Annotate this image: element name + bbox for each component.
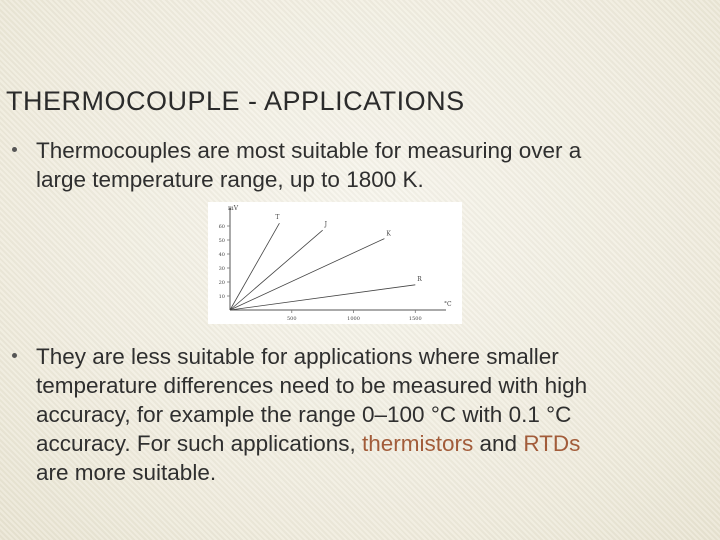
- bullet-2-text-after: are more suitable.: [36, 460, 217, 485]
- bullet-1: [12, 136, 612, 194]
- bullet-2-text-before: They are less suitable for applications where smaller temperature differences need to be measured with high accuracy, for example the range 0–100 °C with 0.1 °C accuracy. For such applications,: [36, 344, 588, 456]
- y-tick-label: 30: [218, 266, 225, 272]
- y-tick-label: 20: [218, 280, 225, 286]
- series-label-r: R: [417, 275, 422, 283]
- bullet-2: [12, 342, 612, 487]
- bullet-dot: [12, 147, 17, 152]
- series-label-t: T: [275, 214, 280, 222]
- bullet-2-text: [36, 342, 612, 487]
- series-line-t: [230, 223, 279, 310]
- x-tick-label: 500: [286, 316, 297, 322]
- thermocouple-chart: [208, 202, 462, 324]
- y-tick-label: 10: [218, 294, 225, 300]
- y-tick-label: 60: [218, 224, 225, 230]
- series-label-k: K: [386, 230, 391, 238]
- series-line-j: [230, 230, 323, 310]
- y-axis-label: mV: [228, 205, 239, 212]
- rtds-link[interactable]: RTDs: [523, 431, 581, 456]
- series-label-j: J: [324, 221, 328, 229]
- bullet-dot: [12, 353, 17, 358]
- bullet-2-text-middle: and: [473, 431, 524, 456]
- x-tick-label: 1000: [347, 316, 360, 322]
- x-tick-label: 1500: [408, 316, 422, 322]
- chart-svg: [208, 202, 462, 324]
- slide-title: THERMOCOUPLE - APPLICATIONS: [6, 86, 465, 116]
- y-tick-label: 50: [218, 238, 225, 244]
- x-axis-label: °C: [444, 301, 452, 308]
- bullet-1-text: Thermocouples are most suitable for measuring over a large temperature range, up to 1800 K.: [36, 138, 582, 192]
- y-tick-label: 40: [218, 252, 225, 258]
- thermistors-link[interactable]: thermistors: [361, 431, 474, 456]
